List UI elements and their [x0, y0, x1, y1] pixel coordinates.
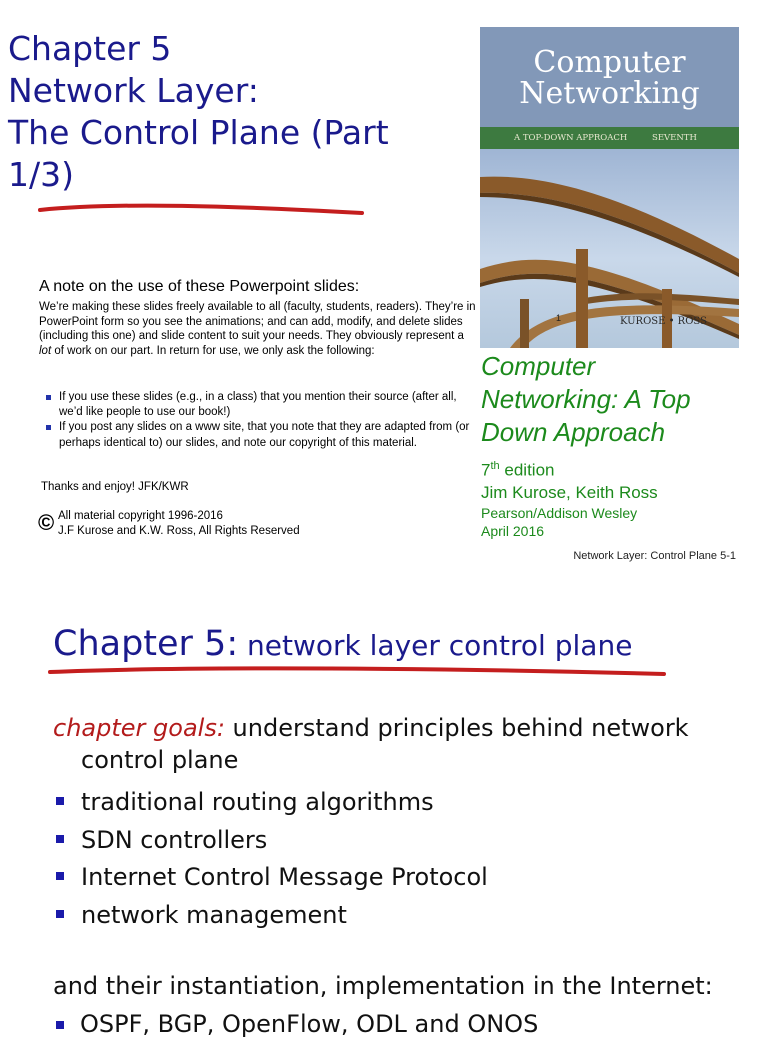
- last-list-item: [53, 1010, 753, 1038]
- slide2-title-topic: network layer control plane: [238, 629, 633, 662]
- edition-number: 7: [481, 460, 491, 480]
- book-edition: [481, 460, 554, 481]
- copyright-icon: ©: [38, 510, 55, 535]
- note-bullets: [45, 390, 475, 451]
- note-body: [39, 300, 479, 359]
- bullet-square-icon: [56, 835, 64, 843]
- slide-footer: Network Layer: Control Plane 5-1: [573, 550, 736, 562]
- note-bullet: [45, 390, 475, 420]
- cover-band: [480, 127, 739, 149]
- copyright-line-1: All material copyright 1996-2016: [58, 510, 223, 522]
- note-bullet-text: If you post any slides on a www site, that you note that they are adapted from (or perhaps identical to) our slides, and note our copyright of this material.: [59, 421, 470, 449]
- list-item-text: Internet Control Message Protocol: [81, 863, 488, 891]
- list-item: [53, 859, 753, 897]
- title-line-4: 1/3): [8, 155, 74, 194]
- book-title: [481, 350, 751, 449]
- book-date: April 2016: [481, 523, 545, 539]
- note-bullet: [45, 420, 475, 450]
- bullet-square-icon: [56, 797, 64, 805]
- goals-label: chapter goals:: [53, 714, 225, 742]
- bullet-square-icon: [56, 910, 64, 918]
- list-item-text: traditional routing algorithms: [81, 788, 434, 816]
- instantiation-text: and their instantiation, implementation in the Internet:: [53, 972, 713, 1000]
- bullet-square-icon: [56, 1021, 64, 1029]
- cover-photo: [480, 149, 739, 348]
- edition-word: edition: [499, 460, 555, 480]
- book-title-line-2: Networking: A Top: [481, 384, 691, 414]
- list-item: [53, 897, 753, 935]
- title-underline-1: [36, 200, 366, 222]
- book-publisher: Pearson/Addison Wesley: [481, 505, 638, 521]
- note-bullet-text: If you use these slides (e.g., in a class) that you mention their source (after all, we’d like people to use our book!): [59, 391, 457, 419]
- copyright-text: [58, 509, 300, 538]
- chapter-goals: [53, 712, 753, 776]
- book-authors: Jim Kurose, Keith Ross: [481, 483, 658, 502]
- list-item-text: SDN controllers: [81, 825, 268, 854]
- book-cover-image: [480, 27, 739, 348]
- title-underline-2: [46, 662, 668, 682]
- bullet-square-icon: [56, 872, 64, 880]
- note-heading: A note on the use of these Powerpoint slides:: [39, 278, 360, 295]
- thanks-text: Thanks and enjoy! JFK/KWR: [41, 481, 189, 493]
- slide2-title-chapter: Chapter 5:: [53, 624, 239, 664]
- edition-suffix: th: [490, 460, 500, 472]
- note-body-end: of work on our part. In return for use, we only ask the following:: [51, 345, 375, 358]
- title-line-3: The Control Plane (Part: [8, 113, 389, 152]
- cover-title-line-2: Networking: [519, 76, 700, 111]
- cover-title: [480, 47, 739, 109]
- goals-continuation: control plane: [81, 746, 239, 774]
- book-title-line-1: Computer: [481, 351, 596, 381]
- title-line-1: Chapter 5: [8, 29, 172, 68]
- cover-page-mark: 1: [556, 313, 562, 323]
- goals-text: understand principles behind network: [224, 714, 689, 742]
- title-line-2: Network Layer:: [8, 71, 259, 110]
- cover-edition: SEVENTH: [652, 133, 697, 143]
- goals-list: [53, 784, 753, 934]
- slide1-title: [8, 28, 468, 196]
- book-title-line-3: Down Approach: [481, 417, 666, 447]
- list-item-text: network management: [81, 900, 347, 929]
- last-list-item-text: OSPF, BGP, OpenFlow, ODL and ONOS: [80, 1010, 539, 1038]
- list-item: [53, 822, 753, 860]
- cover-authors: KUROSE • ROSS: [620, 316, 707, 327]
- cover-title-line-1: Computer: [533, 45, 686, 80]
- copyright-line-2: J.F Kurose and K.W. Ross, All Rights Reserved: [58, 524, 300, 537]
- slide2-title: [53, 624, 753, 664]
- note-body-start: We’re making these slides freely available to all (faculty, students, readers). They’re in PowerPoint form so you see the animations; and can add, modify, and delete slides (including this one) and slide content to suit your needs. They obviously represent a: [39, 301, 476, 343]
- bullet-square-icon: [46, 425, 51, 430]
- list-item: [53, 784, 753, 822]
- note-body-italic: lot: [39, 345, 52, 358]
- bullet-square-icon: [46, 395, 51, 400]
- cover-subtitle: A TOP-DOWN APPROACH: [514, 133, 628, 143]
